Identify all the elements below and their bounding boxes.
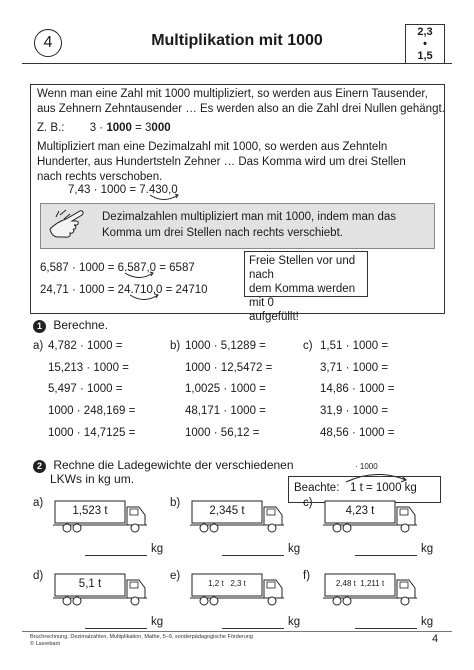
footer-line-2: © Lasrebaro: [30, 641, 61, 647]
task-2-title-line-1: Rechne die Ladegewichte der verschiedenen: [53, 458, 294, 472]
zb-expr-d: 000: [151, 122, 171, 134]
pointing-hand-icon: [46, 207, 90, 243]
beachte-label: Beachte:: [294, 482, 340, 494]
task-1-title: Berechne.: [53, 318, 109, 332]
grade-badge: [405, 24, 445, 64]
zb-expr-c: = 3: [131, 122, 152, 134]
truck-load-label: 1,523 t: [72, 505, 108, 517]
exercise-b5: 1000 · 56,12 =: [185, 427, 260, 439]
page-title: Multiplikation mit 1000: [151, 32, 323, 49]
exercise-b4: 48,171 · 1000 =: [185, 405, 266, 417]
truck-load-label: 2,48 t 1,211 t: [335, 579, 385, 588]
truck-exercise-label: e): [170, 570, 181, 582]
kg-unit-label: kg: [151, 543, 164, 555]
col-a-label: a): [33, 340, 44, 352]
exercise-c4: 31,9 · 1000 =: [320, 405, 389, 417]
footer-line-1: Bruchrechnung, Dezimalzahlen, Multiplikation, Mathe, 5–9, sonderpädagogische Förderung: [30, 634, 253, 640]
info-example-1: 7,43 · 1000 = 7.430,0: [68, 184, 178, 196]
exercise-a1: 4,782 · 1000 =: [48, 340, 123, 352]
answer-blank[interactable]: [222, 555, 284, 556]
info-example-2: 6,587 · 1000 = 6.587,0 = 6587: [40, 262, 195, 274]
footer-divider: [22, 631, 452, 632]
task-2-heading: [33, 458, 294, 473]
info-line-4: Hunderter, aus Hundertsteln Zehner … Das Komma wird um drei Stellen: [37, 156, 406, 168]
exercise-a2: 15,213 · 1000 =: [48, 362, 129, 374]
kg-unit-label: kg: [288, 543, 301, 555]
info-line-2: aus Zehnern Zehntausender … Es werden also an die Zahl drei Nullen gehängt.: [37, 103, 445, 115]
info-example-zb: [37, 121, 171, 136]
col-b-label: b): [170, 340, 181, 352]
grade-bottom: 1,5: [417, 50, 433, 62]
info-line-5: nach rechts verschoben.: [37, 171, 163, 183]
grade-separator: •: [423, 38, 427, 50]
col-c-label: c): [303, 340, 313, 352]
truck-exercise-label: f): [303, 570, 311, 582]
exercise-a3: 5,497 · 1000 =: [48, 383, 123, 395]
beachte-factor: · 1000: [355, 462, 378, 471]
header-divider: [22, 63, 452, 64]
fill-zero-note: [244, 251, 368, 323]
note-line-2: dem Komma werden mit 0: [249, 283, 356, 309]
note-line-3: aufgefüllt!: [249, 311, 299, 323]
info-line-1: Wenn man eine Zahl mit 1000 multipliziert, so werden aus Einern Tausender,: [37, 88, 428, 100]
answer-blank[interactable]: [355, 555, 417, 556]
footer-text: [30, 634, 253, 648]
exercise-b3: 1,0025 · 1000 =: [185, 383, 266, 395]
kg-unit-label: kg: [288, 616, 301, 628]
comma-shift-arrow-3: [128, 293, 160, 303]
exercise-c5: 48,56 · 1000 =: [320, 427, 395, 439]
truck-exercise-label: a): [33, 497, 44, 509]
rule-line-1: Dezimalzahlen multipliziert man mit 1000, indem man das: [102, 211, 397, 223]
note-line-1: Freie Stellen vor und nach: [249, 255, 356, 281]
task-2-bullet: 2: [33, 460, 46, 473]
info-box: [30, 84, 445, 314]
truck-load-label: 5,1 t: [78, 578, 102, 590]
truck-exercise-label: c): [303, 497, 313, 509]
zb-expr-a: 3 ·: [89, 122, 107, 134]
kg-unit-label: kg: [151, 616, 164, 628]
truck-load-label: 1,2 t 2,3 t: [208, 579, 246, 588]
answer-blank[interactable]: [355, 628, 417, 629]
exercise-b1: 1000 · 5,1289 =: [185, 340, 266, 352]
exercise-a5: 1000 · 14,7125 =: [48, 427, 136, 439]
exercise-c3: 14,86 · 1000 =: [320, 383, 395, 395]
answer-blank[interactable]: [85, 628, 147, 629]
answer-blank[interactable]: [85, 555, 147, 556]
page-number: 4: [432, 633, 439, 645]
zb-expr-b: 1000: [106, 122, 132, 134]
task-2-title-line-2: LKWs in kg um.: [50, 472, 135, 486]
info-example-3: 24,71 · 1000 = 24.710,0 = 24710: [40, 284, 208, 296]
kg-unit-label: kg: [421, 543, 434, 555]
worksheet-number: 4: [34, 29, 62, 57]
comma-shift-arrow-2: [123, 271, 155, 281]
answer-blank[interactable]: [222, 628, 284, 629]
rule-line-2: Komma um drei Stellen nach rechts verschiebt.: [102, 227, 343, 239]
exercise-a4: 1000 · 248,169 =: [48, 405, 136, 417]
exercise-c1: 1,51 · 1000 =: [320, 340, 389, 352]
kg-unit-label: kg: [421, 616, 434, 628]
truck-load-label: 2,345 t: [209, 505, 245, 517]
exercise-c2: 3,71 · 1000 =: [320, 362, 389, 374]
grade-top: 2,3: [417, 26, 433, 38]
info-line-3: Multipliziert man eine Dezimalzahl mit 1000, so werden aus Zehnteln: [37, 141, 388, 153]
truck-load-label: 4,23 t: [345, 505, 375, 517]
truck-exercise-label: d): [33, 570, 44, 582]
task-1-heading: [33, 318, 108, 333]
beachte-equation: 1 t = 1000 kg: [350, 482, 417, 494]
zb-label: Z. B.:: [37, 122, 65, 134]
task-1-bullet: 1: [33, 320, 46, 333]
truck-exercise-label: b): [170, 497, 181, 509]
exercise-b2: 1000 · 12,5472 =: [185, 362, 273, 374]
comma-shift-arrow-1: [148, 193, 180, 203]
